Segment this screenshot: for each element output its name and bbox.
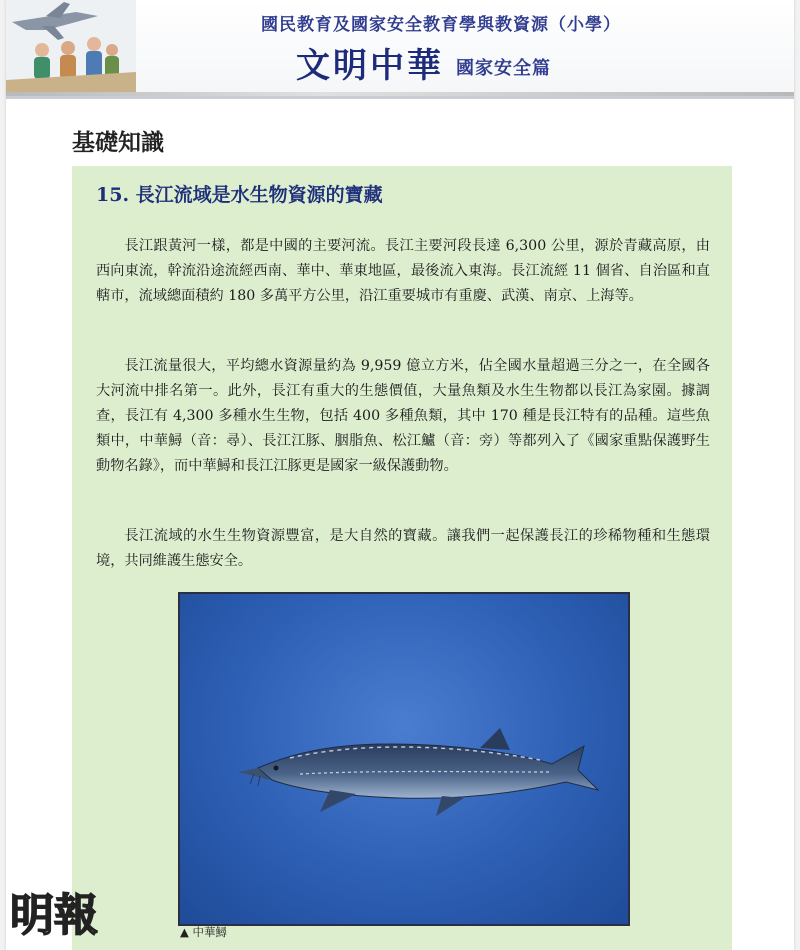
header-banner <box>6 0 794 99</box>
banner-tag: 國家安全篇 <box>456 58 551 79</box>
section-heading: 基礎知識 <box>72 130 164 156</box>
article-title: 15. 長江流域是水生物資源的寶藏 <box>96 184 383 206</box>
banner-title: 文明中華 <box>296 46 444 86</box>
svg-text:明報: 明報 <box>10 890 98 941</box>
sturgeon-photo <box>178 592 630 926</box>
content-panel <box>72 166 732 950</box>
paragraph-1: 長江跟黃河一樣，都是中國的主要河流。長江主要河段長達 6,300 公里，源於青藏高原，由西向東流，幹流沿途流經西南、華中、華東地區，最後流入東海。長江流經 11 個省、自治區和直轄市，流域總面積約 180 多萬平方公里，沿江重要城市有重慶、武漢、南京、上海等。 <box>96 238 710 304</box>
photo-caption: ▲ 中華鱘 <box>180 925 227 939</box>
paragraph-2: 長江流量很大，平均總水資源量約為 9,959 億立方米，佔全國水量超過三分之一，在全國各大河流中排名第一。此外，長江有重大的生態價值，大量魚類及水生生物都以長江為家園。據調查，長江有 4,300 多種水生生物，包括 400 多種魚類，其中 170 種是長江特有的品種。這些魚類中，中華鱘（音：尋）、長江江豚、胭脂魚、松江鱸（音：旁）等都列入了《國家重點保護野生動物名錄》，而中華鱘和長江江豚更是國家一級保護動物。 <box>96 358 710 474</box>
banner-divider <box>6 92 794 96</box>
banner-subtitle: 國民教育及國家安全教育學與教資源（小學） <box>261 15 621 35</box>
paragraph-3: 長江流域的水生生物資源豐富，是大自然的寶藏。讓我們一起保護長江的珍稀物種和生態環境，共同維護生態安全。 <box>96 528 710 569</box>
banner-illustration <box>6 0 136 96</box>
mingpao-watermark <box>6 880 126 944</box>
page <box>6 0 794 950</box>
